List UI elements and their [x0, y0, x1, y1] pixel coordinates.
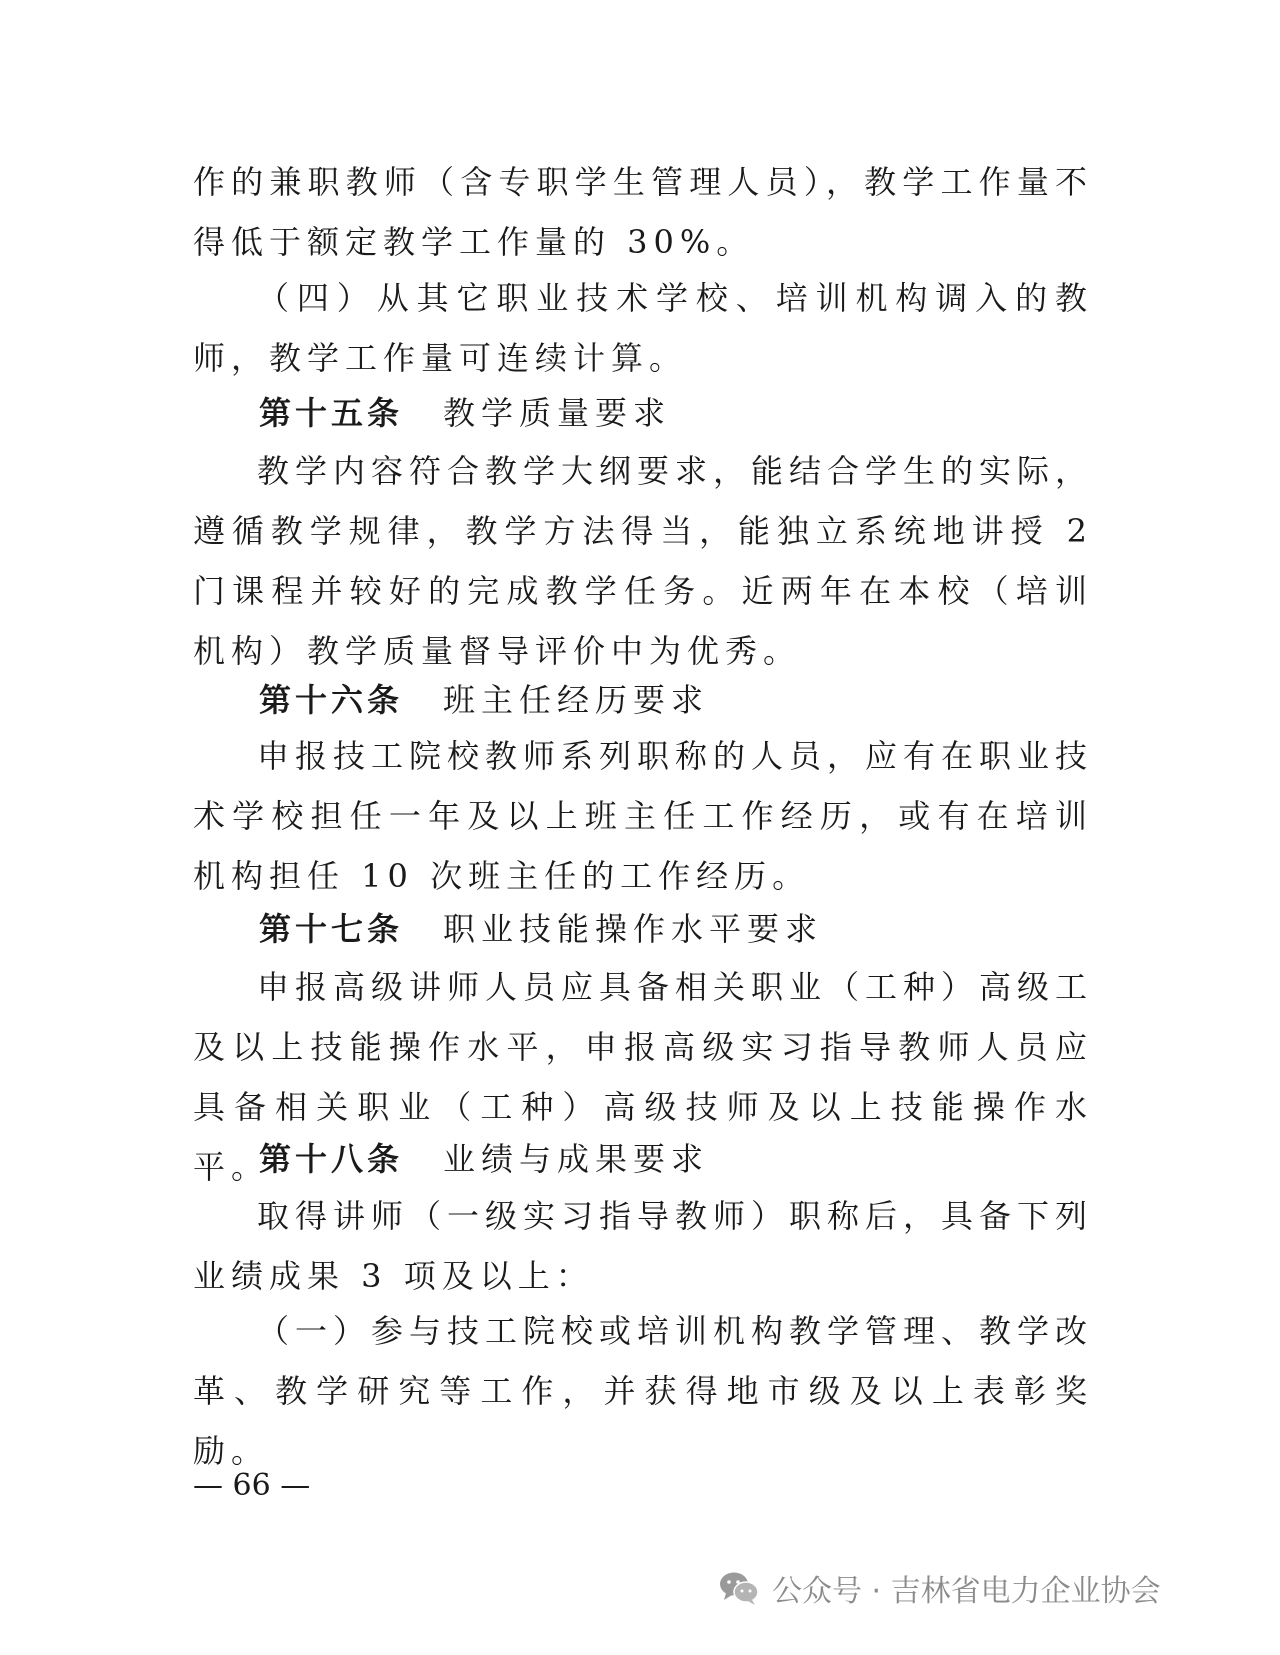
- article-16-heading: [259, 670, 709, 730]
- paragraph-continuation: 作的兼职教师（含专职学生管理人员），教学工作量不得低于额定教学工作量的 30%。: [193, 163, 1093, 261]
- paragraph-item-four: （四）从其它职业技术学校、培训机构调入的教师，教学工作量可连续计算。: [193, 279, 1093, 377]
- wechat-icon: [718, 1570, 760, 1606]
- page-number: — 66 —: [193, 1468, 311, 1503]
- article-16-number: 第十六条: [259, 681, 404, 719]
- article-18-body: 取得讲师（一级实习指导教师）职称后，具备下列业绩成果 3 项及以上：: [193, 1197, 1094, 1295]
- article-16-body: 申报技工院校教师系列职称的人员，应有在职业技术学校担任一年及以上班主任工作经历，或有在培训机构担任 10 次班主任的工作经历。: [193, 737, 1094, 895]
- article-17-body: 申报高级讲师人员应具备相关职业（工种）高级工及以上技能操作水平，申报高级实习指导教师人员应具备相关职业（工种）高级技师及以上技能操作水平。: [193, 968, 1094, 1186]
- article-16-title: 班主任经历要求: [443, 681, 710, 719]
- article-15-title: 教学质量要求: [443, 394, 672, 432]
- article-17-number: 第十七条: [259, 910, 404, 948]
- wechat-watermark: [718, 1563, 1161, 1613]
- article-17-title: 职业技能操作水平要求: [443, 910, 824, 948]
- article-18-number: 第十八条: [259, 1140, 404, 1178]
- watermark-text: 公众号 · 吉林省电力企业协会: [772, 1574, 1161, 1609]
- article-18-heading: [259, 1129, 709, 1189]
- article-18-item-1: （一）参与技工院校或培训机构教学管理、教学改革、教学研究等工作，并获得地市级及以上表彰奖励。: [193, 1312, 1094, 1470]
- article-17-heading: [259, 899, 823, 959]
- article-18-title: 业绩与成果要求: [443, 1140, 710, 1178]
- article-15-number: 第十五条: [259, 394, 404, 432]
- article-15-heading: [259, 383, 671, 443]
- article-15-body: 教学内容符合教学大纲要求，能结合学生的实际，遵循教学规律，教学方法得当，能独立系统地讲授 2 门课程并较好的完成教学任务。近两年在本校（培训机构）教学质量督导评价中为优秀。: [193, 452, 1094, 670]
